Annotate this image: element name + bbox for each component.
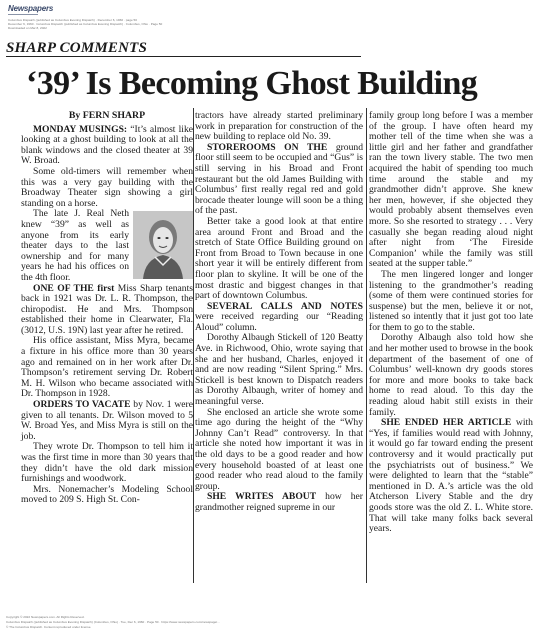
paragraph: They wrote Dr. Thompson to tell him it was the first time in more than 30 years that they didn’t have the old dark mission furnishings and woodwork. bbox=[21, 441, 193, 485]
headline: ‘39’ Is Becoming Ghost Building bbox=[26, 65, 478, 102]
paragraph: The men lingered longer and longer listening to the grandmother’s reading (some of them were continued stories for suspense) but the men, believe it or not, listened so intently that it just got too late for them to go to the stable. bbox=[369, 268, 533, 333]
archive-footer-line: Copyright © 2022 Newspapers.com. All Rights Reserved. bbox=[6, 615, 85, 619]
paragraph-lead: SHE WRITES ABOUT bbox=[207, 491, 317, 503]
archive-footer-line: © The Columbus Dispatch. Content reproduced under license. bbox=[6, 625, 92, 629]
paragraph: STOREROOMS ON THE ground floor still seem to be occupied and “Gus” is still serving in his Broad and Front restaurant but the old James Building with Columbus’ first really regal red and gold brocade theater lounge will soon be a thing of the past. bbox=[195, 141, 363, 217]
paragraph: His office assistant, Miss Myra, became a fixture in his office more than 30 years ago and remained on in her work after Dr. Thompson’s retirement serving Dr. Robert M. H. Wilson who became associated with Dr. Thompson in 1928. bbox=[21, 335, 193, 400]
paragraph: The late J. Real Neth knew “39” as well as anyone from its early theater days to the last ownership and for many years he had his offices on the 4th floor. bbox=[21, 208, 129, 283]
archive-meta-line: Downloaded on Mar 8, 2022 bbox=[8, 26, 47, 30]
paragraph-lead: MONDAY MUSINGS: bbox=[33, 123, 128, 135]
logo-underline bbox=[8, 14, 38, 15]
paragraph: Mrs. Nonemacher’s Modeling School moved to 209 S. High St. Con- bbox=[21, 483, 193, 506]
paragraph: ORDERS TO VACATE by Nov. 1 were given to all tenants. Dr. Wilson moved to 5 W. Broad Yes, and Miss Myra is still on the job. bbox=[21, 399, 193, 442]
paragraph: She enclosed an article she wrote some time ago during the height of the “Why Johnny Can’t Read” controversy. In that article she noted how important it was in the old days to be a good reader and how every household boasted of at least one good reader who read aloud to the family group. bbox=[195, 406, 363, 492]
paragraph: SHE ENDED HER ARTICLE with “Yes, if families would read with Johnny, it would go far toward ending the present controversy and it would practically put the psychiatrists out of business.” We were delighted to learn that the “stable” mentioned in D. A.’s article was the old Atcherson Livery Stable and the dry goods store was the old Z. L. White store. That will take many folks back several years. bbox=[369, 417, 533, 535]
archive-meta-line: Columbus Dispatch (published as Columbus Evening Dispatch) · December 6, 1960 · page 50 bbox=[8, 18, 137, 22]
paragraph-lead: SEVERAL CALLS AND NOTES bbox=[207, 300, 363, 312]
article-column-2 bbox=[195, 111, 363, 514]
paragraph: Dorothy Albaugh Stickell of 120 Beatty Ave. in Richwood, Ohio, wrote saying that she and her husband, Charles, enjoyed it and are now reading “Silent Spring.” Mrs. Stickell is best known to Dispatch readers as Dorothy Albaugh, writer of homey and meaningful verse. bbox=[195, 332, 363, 408]
portrait-image bbox=[133, 211, 193, 279]
paragraph: ONE OF THE first Miss Sharp tenants back in 1921 was Dr. L. R. Thompson, the chiropodist. He and Mrs. Thompson established their home in Clearwater, Fla. (3012, U.S. 19N) last year after he retired. bbox=[21, 282, 193, 336]
paragraph: SHE WRITES ABOUT how her grandmother reigned supreme in our bbox=[195, 491, 363, 513]
byline: By FERN SHARP bbox=[68, 110, 146, 121]
paragraph: family group long before I was a member of the group. I have often heard my mother tell of the time when she was a little girl and her father and grandfather ran the town livery stable. The two men acquired the habit of spending too much time around the stable and my grandmother didn’t approve. She knew her men, however, if she objected they would probably absent themselves even more. So she resorted to strategy . . . Very casually she began reading aloud night after night from ‘The Fireside Companion’ while the family was still seated at the supper table.” bbox=[369, 110, 533, 270]
archive-meta-line: December 6, 1960 · Columbus Dispatch (published as Columbus Evening Dispatch) · Columbus, Ohio · Page 50 bbox=[8, 22, 163, 26]
column-header: SHARP COMMENTS bbox=[6, 40, 148, 56]
header-rule bbox=[6, 56, 361, 57]
paragraph-lead: SHE ENDED HER ARTICLE bbox=[381, 417, 512, 429]
column-divider bbox=[366, 108, 367, 583]
archive-header bbox=[6, 3, 532, 35]
paragraph-lead: ONE OF THE first bbox=[33, 282, 115, 294]
newspapers-logo[interactable]: Newspapers bbox=[8, 4, 54, 13]
paragraph: Some old-timers will remember when this was a very gay building with the Broadway Theater sign showing a girl standing on a horse. bbox=[21, 165, 193, 209]
paragraph: tractors have already started preliminary work in preparation for construction of the new building to replace old No. 39. bbox=[195, 110, 363, 143]
author-photo bbox=[133, 211, 193, 279]
paragraph: Better take a good look at that entire area around Front and Broad and the stretch of State Office Building ground on Front from Broad to Town because in one short year it will be entirely different from floor plan to skyline. It will be one of the most drastic and biggest changes in that part of downtown Columbus. bbox=[195, 215, 363, 302]
article-column-1 bbox=[21, 111, 193, 506]
paragraph-lead: STOREROOMS ON THE bbox=[207, 141, 328, 153]
paragraph: SEVERAL CALLS AND NOTES were received regarding our “Reading Aloud” column. bbox=[195, 300, 363, 333]
article-column-3 bbox=[369, 111, 533, 535]
paragraph-lead: ORDERS TO VACATE bbox=[33, 399, 131, 411]
column-divider bbox=[193, 108, 194, 583]
paragraph: Dorothy Albaugh also told how she and her mother used to browse in the book department of the basement of one of Columbus’ well-known dry goods stores for more and more books to take back home to read aloud. To this day the reading aloud habit still exists in their family. bbox=[369, 332, 533, 418]
paragraph: MONDAY MUSINGS: “It’s almost like looking at a ghost building to look at all the blank windows and the closed theater at 39 W. Broad. bbox=[21, 123, 193, 167]
archive-footer-line[interactable]: Columbus Dispatch (published as Columbus Evening Dispatch) (Columbus, Ohio) · Tue, Dec 6, 1960 · Page 50 · https://www.newspapers.com/newspage/... bbox=[6, 620, 220, 624]
